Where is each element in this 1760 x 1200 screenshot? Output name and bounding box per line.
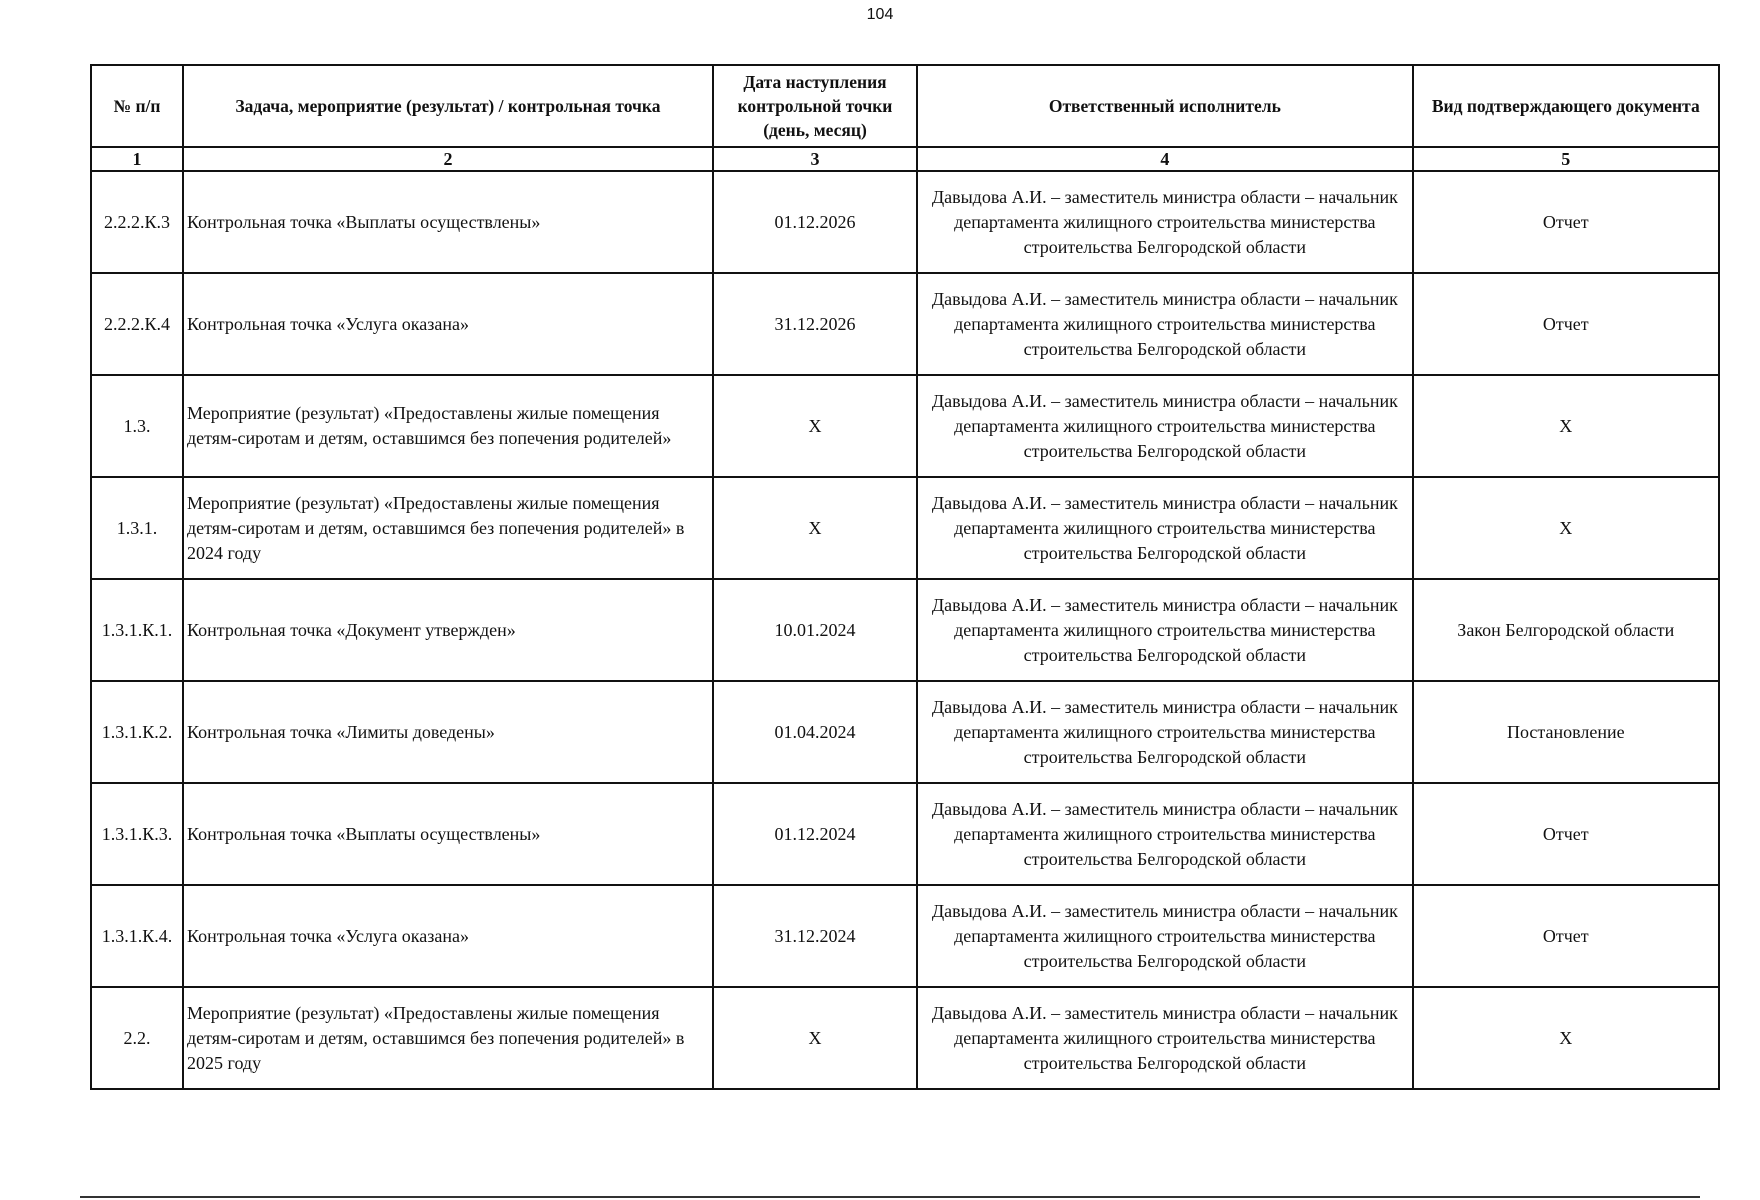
row-responsible: Давыдова А.И. – заместитель министра области – начальник департамента жилищного строительства министерства строительства Белгородской области <box>917 273 1412 375</box>
column-number: 1 <box>91 147 183 171</box>
row-document: Закон Белгородской области <box>1413 579 1719 681</box>
column-number: 4 <box>917 147 1412 171</box>
row-number: 1.3.1.К.3. <box>91 783 183 885</box>
table-row <box>91 477 1719 579</box>
table-row <box>91 375 1719 477</box>
row-responsible: Давыдова А.И. – заместитель министра области – начальник департамента жилищного строительства министерства строительства Белгородской области <box>917 783 1412 885</box>
row-number: 1.3.1.К.4. <box>91 885 183 987</box>
row-responsible: Давыдова А.И. – заместитель министра области – начальник департамента жилищного строительства министерства строительства Белгородской области <box>917 171 1412 273</box>
row-document: Отчет <box>1413 783 1719 885</box>
row-number: 2.2.2.К.3 <box>91 171 183 273</box>
column-number: 5 <box>1413 147 1719 171</box>
row-task: Мероприятие (результат) «Предоставлены жилые помещения детям-сиротам и детям, оставшимся без попечения родителей» в 2024 году <box>183 477 713 579</box>
row-document: Постановление <box>1413 681 1719 783</box>
page-number: 104 <box>866 6 894 23</box>
row-number: 1.3.1. <box>91 477 183 579</box>
header-responsible: Ответственный исполнитель <box>917 65 1412 147</box>
row-responsible: Давыдова А.И. – заместитель министра области – начальник департамента жилищного строительства министерства строительства Белгородской области <box>917 987 1412 1089</box>
row-date: 01.04.2024 <box>713 681 917 783</box>
row-number: 2.2.2.К.4 <box>91 273 183 375</box>
row-date: X <box>713 477 917 579</box>
row-task: Мероприятие (результат) «Предоставлены жилые помещения детям-сиротам и детям, оставшимся без попечения родителей» <box>183 375 713 477</box>
row-responsible: Давыдова А.И. – заместитель министра области – начальник департамента жилищного строительства министерства строительства Белгородской области <box>917 681 1412 783</box>
row-date: X <box>713 375 917 477</box>
column-number: 3 <box>713 147 917 171</box>
row-document: Отчет <box>1413 273 1719 375</box>
row-date: 01.12.2024 <box>713 783 917 885</box>
column-number: 2 <box>183 147 713 171</box>
row-task: Контрольная точка «Выплаты осуществлены» <box>183 783 713 885</box>
row-task: Контрольная точка «Услуга оказана» <box>183 885 713 987</box>
row-document: X <box>1413 477 1719 579</box>
table-row <box>91 681 1719 783</box>
header-date: Дата наступления контрольной точки (день, месяц) <box>713 65 917 147</box>
row-responsible: Давыдова А.И. – заместитель министра области – начальник департамента жилищного строительства министерства строительства Белгородской области <box>917 885 1412 987</box>
row-responsible: Давыдова А.И. – заместитель министра области – начальник департамента жилищного строительства министерства строительства Белгородской области <box>917 375 1412 477</box>
row-task: Контрольная точка «Выплаты осуществлены» <box>183 171 713 273</box>
table-row <box>91 171 1719 273</box>
row-date: 01.12.2026 <box>713 171 917 273</box>
column-number-row <box>91 147 1719 171</box>
row-date: 31.12.2024 <box>713 885 917 987</box>
row-number: 1.3.1.К.1. <box>91 579 183 681</box>
bottom-divider <box>80 1196 1700 1198</box>
row-document: X <box>1413 987 1719 1089</box>
row-responsible: Давыдова А.И. – заместитель министра области – начальник департамента жилищного строительства министерства строительства Белгородской области <box>917 579 1412 681</box>
row-task: Контрольная точка «Документ утвержден» <box>183 579 713 681</box>
row-number: 2.2. <box>91 987 183 1089</box>
row-date: X <box>713 987 917 1089</box>
row-responsible: Давыдова А.И. – заместитель министра области – начальник департамента жилищного строительства министерства строительства Белгородской области <box>917 477 1412 579</box>
header-document: Вид подтверждающего документа <box>1413 65 1719 147</box>
control-points-table <box>90 64 1720 1090</box>
table-row <box>91 273 1719 375</box>
row-number: 1.3. <box>91 375 183 477</box>
row-task: Мероприятие (результат) «Предоставлены жилые помещения детям-сиротам и детям, оставшимся без попечения родителей» в 2025 году <box>183 987 713 1089</box>
row-task: Контрольная точка «Услуга оказана» <box>183 273 713 375</box>
table-row <box>91 987 1719 1089</box>
table-row <box>91 783 1719 885</box>
row-document: X <box>1413 375 1719 477</box>
row-number: 1.3.1.К.2. <box>91 681 183 783</box>
row-date: 10.01.2024 <box>713 579 917 681</box>
table-row <box>91 885 1719 987</box>
table-row <box>91 579 1719 681</box>
row-document: Отчет <box>1413 885 1719 987</box>
header-number: № п/п <box>91 65 183 147</box>
header-task: Задача, мероприятие (результат) / контрольная точка <box>183 65 713 147</box>
row-task: Контрольная точка «Лимиты доведены» <box>183 681 713 783</box>
table-header-row <box>91 65 1719 147</box>
row-document: Отчет <box>1413 171 1719 273</box>
row-date: 31.12.2026 <box>713 273 917 375</box>
